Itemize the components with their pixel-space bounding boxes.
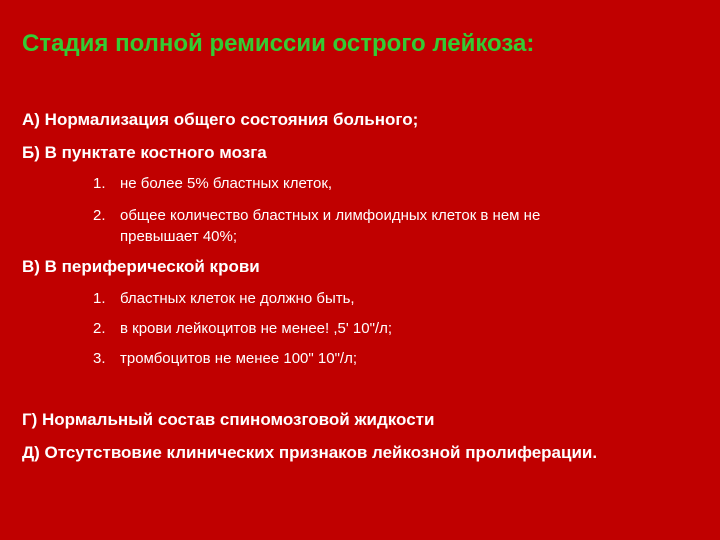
subitem-b-2: [93, 205, 540, 247]
item-v: В) В периферической крови: [22, 257, 260, 276]
list-number: 1.: [93, 290, 106, 307]
list-number: 2.: [93, 320, 106, 337]
list-number: 1.: [93, 175, 106, 192]
item-b: Б) В пунктате костного мозга: [22, 143, 267, 162]
subitem-v-3: [93, 348, 357, 369]
slide-title: Стадия полной ремиссии острого лейкоза:: [22, 30, 535, 57]
subitem-text: в крови лейкоцитов не менее! ,5' 10"/л;: [120, 320, 392, 337]
subitem-b-1: [93, 173, 332, 194]
subitem-text: общее количество бластных и лимфоидных клеток в нем не: [120, 207, 541, 224]
subitem-text-continued: превышает 40%;: [120, 228, 238, 245]
item-a: А) Нормализация общего состояния больного;: [22, 110, 419, 129]
list-number: 3.: [93, 350, 106, 367]
subitem-text: тромбоцитов не менее 100" 10"/л;: [120, 350, 357, 367]
item-g: Г) Нормальный состав спиномозговой жидкости: [22, 410, 435, 429]
list-number: 2.: [93, 207, 106, 224]
subitem-v-1: [93, 288, 355, 309]
subitem-text: не более 5% бластных клеток,: [120, 175, 333, 192]
subitem-v-2: [93, 318, 392, 339]
subitem-text: бластных клеток не должно быть,: [120, 290, 355, 307]
item-d: Д) Отсутствовие клинических признаков лейкозной пролиферации.: [22, 443, 598, 462]
